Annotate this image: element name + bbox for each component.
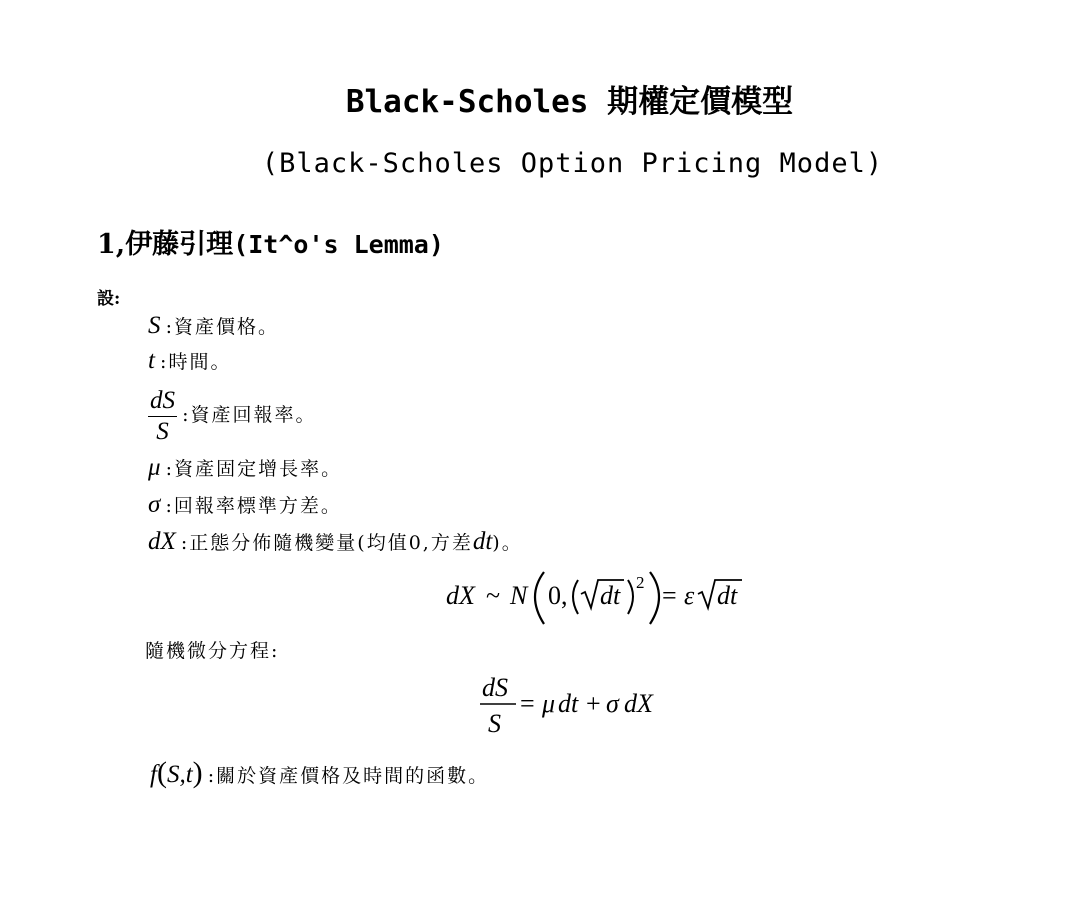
definition-row [148, 491, 342, 519]
inner-left-paren [573, 580, 578, 614]
fraction [148, 386, 177, 447]
definition-symbol: dX [148, 528, 176, 555]
eq2-mu: μ [542, 689, 556, 718]
definition-symbol: μ [148, 454, 161, 481]
function-definition [150, 756, 489, 790]
definition-text: 正態分佈隨機變量(均值0,方差 [189, 532, 473, 554]
page-title: Black-Scholes 期權定價模型 [345, 84, 794, 120]
sde-label: 隨機微分方程: [145, 640, 280, 662]
definition-row [148, 347, 231, 375]
function-name: f [150, 761, 157, 788]
definition-row [148, 386, 317, 447]
inner-right-paren [628, 580, 633, 614]
function-args: S,t [166, 761, 193, 788]
eq1-zero: 0, [548, 581, 568, 610]
definition-text-end: )。 [492, 532, 523, 554]
function-colon: : [207, 765, 217, 787]
big-left-paren [535, 572, 544, 624]
function-open-paren: ( [156, 756, 167, 789]
let-label: 設: [97, 289, 121, 309]
function-close-paren: ) [192, 756, 203, 789]
definition-text: 資產固定增長率。 [174, 458, 343, 480]
eq2-plus: + [586, 689, 601, 718]
eq2-sigma: σ [606, 689, 619, 718]
definition-text: 時間。 [168, 351, 232, 373]
definition-symbol: σ [148, 491, 161, 518]
eq1-tilde: ~ [486, 581, 501, 610]
fraction-numerator: dS [148, 386, 177, 417]
eq2-dX: dX [624, 689, 653, 718]
definition-colon: : [165, 458, 175, 480]
definition-colon: : [160, 351, 169, 373]
page-subtitle: (Black-Scholes Option Pricing Model) [261, 148, 884, 179]
section-name-en: (It^o's Lemma) [233, 230, 444, 259]
eq2-equals: = [520, 689, 535, 718]
definition-row [148, 528, 523, 556]
equation-sde [476, 668, 676, 742]
function-text: 關於資產價格及時間的函數。 [216, 765, 490, 787]
eq1-N: N [510, 581, 528, 610]
eq2-numerator: dS [482, 673, 508, 702]
definition-colon: : [165, 316, 174, 338]
definition-symbol: S [148, 312, 161, 339]
eq1-epsilon: ε [684, 581, 695, 610]
definition-colon: : [180, 532, 190, 554]
eq1-dt2: dt [717, 581, 738, 610]
definition-symbol: t [148, 347, 155, 374]
section-heading [97, 222, 444, 261]
eq1-dt: dt [600, 581, 621, 610]
definition-row [148, 454, 342, 482]
definition-text: 資產回報率。 [190, 404, 317, 426]
definition-row [148, 312, 279, 340]
eq2-dt: dt [558, 689, 579, 718]
eq1-equals: = [662, 581, 677, 610]
fraction-denominator: S [156, 418, 169, 445]
equation-dx-distribution [440, 562, 760, 632]
section-number: 1, [97, 229, 126, 260]
eq2-denominator: S [488, 709, 501, 738]
big-right-paren [650, 572, 659, 624]
eq1-power: 2 [636, 573, 645, 592]
definition-text: 資產價格。 [174, 316, 280, 338]
definition-text: 回報率標準方差。 [173, 495, 342, 517]
definition-colon: : [182, 404, 191, 426]
definition-colon: : [165, 495, 174, 517]
definition-symbol-dt: dt [472, 528, 493, 555]
section-name-zh: 伊藤引理 [125, 229, 234, 260]
eq1-lhs: dX [446, 581, 475, 610]
